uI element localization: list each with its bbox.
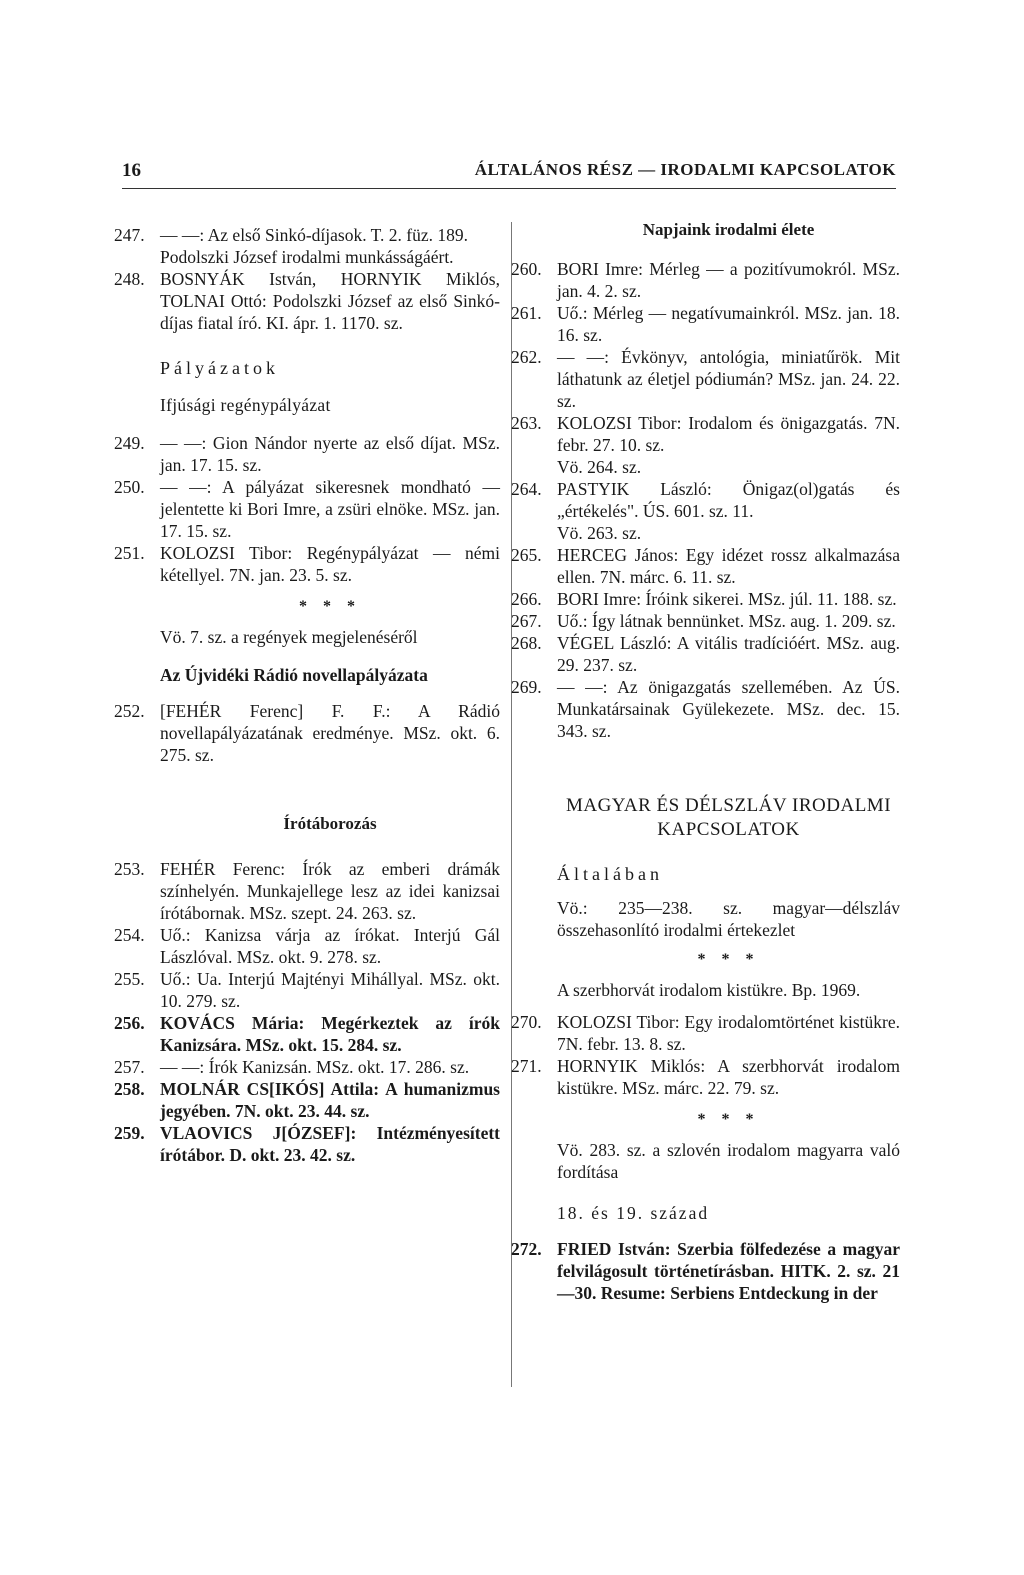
- entry-number: 256.: [114, 1013, 145, 1033]
- entry-text: HERCEG János: Egy idézet rossz alkalmazása ellen. 7N. márc. 6. 11. sz.: [557, 545, 900, 587]
- entry-text: — —: Az önigazgatás szellemében. Az ÚS. Munkatársainak Gyülekezete. MSz. dec. 15. 343. sz.: [557, 677, 900, 741]
- entry-number: 255.: [114, 969, 145, 989]
- section-heading-palyazatok: Pályázatok: [160, 358, 279, 378]
- entry-254: [114, 924, 500, 968]
- entry-253: [114, 858, 500, 924]
- entry-number: 266.: [511, 589, 542, 609]
- entry-cross-reference: Vö. 264. sz.: [557, 457, 642, 477]
- entry-number: 260.: [511, 259, 542, 279]
- entry-text: PASTYIK László: Önigaz(ol)gatás és „értékelés". ÚS. 601. sz. 11.: [557, 479, 900, 521]
- cross-reference: Vö. 283. sz. a szlovén irodalom magyarra való fordítása: [557, 1140, 900, 1182]
- entry-261: [511, 302, 900, 346]
- section-heading-napjaink: Napjaink irodalmi élete: [642, 220, 815, 239]
- entry-259: [114, 1122, 500, 1166]
- entry-text: KOLOZSI Tibor: Regénypályázat — némi kétellyel. 7N. jan. 23. 5. sz.: [160, 543, 500, 585]
- entry-text: Uő.: Mérleg — negatívumainkról. MSz. jan. 18. 16. sz.: [557, 303, 900, 345]
- entry-text: Uő.: Kanizsa várja az írókat. Interjú Gál Lászlóval. MSz. okt. 9. 278. sz.: [160, 925, 500, 967]
- entry-number: 247.: [114, 225, 145, 245]
- entry-257: [114, 1056, 500, 1078]
- entry-text: MOLNÁR CS[IKÓS] Attila: A humanizmus jegyében. 7N. okt. 23. 44. sz.: [160, 1079, 500, 1121]
- entry-note: Podolszki József irodalmi munkásságáért.: [160, 247, 454, 267]
- entry-number: 253.: [114, 859, 145, 879]
- header-rule: [122, 188, 896, 189]
- entry-266: [511, 588, 900, 610]
- entry-text: HORNYIK Miklós: A szerbhorvát irodalom kistükre. MSz. márc. 22. 79. sz.: [557, 1056, 900, 1098]
- entry-number: 265.: [511, 545, 542, 565]
- entry-text: — —: Gion Nándor nyerte az első díjat. MSz. jan. 17. 15. sz.: [160, 433, 500, 475]
- entry-number: 251.: [114, 543, 145, 563]
- entry-number: 271.: [511, 1056, 542, 1076]
- entry-text: BORI Imre: Mérleg — a pozitívumokról. MSz. jan. 4. 2. sz.: [557, 259, 900, 301]
- entry-251: [114, 542, 500, 586]
- entry-number: 268.: [511, 633, 542, 653]
- entry-number: 267.: [511, 611, 542, 631]
- subheading-szazad: 18. és 19. század: [557, 1203, 710, 1223]
- page-number: 16: [122, 160, 141, 181]
- entry-text: — —: Évkönyv, antológia, miniatűrök. Mit láthatunk az életjel pódiumán? MSz. jan. 24. 22. sz.: [557, 347, 900, 411]
- entry-text: — —: A pályázat sikeresnek mondható — jelentette ki Bori Imre, a zsüri elnöke. MSz. jan. 17. 15. sz.: [160, 477, 500, 541]
- entry-number: 254.: [114, 925, 145, 945]
- subheading-szerbhorvat: A szerbhorvát irodalom kistükre. Bp. 1969.: [557, 980, 861, 1000]
- entry-text: KOLOZSI Tibor: Irodalom és önigazgatás. 7N. febr. 27. 10. sz.: [557, 413, 900, 455]
- cross-reference: Vö.: 235—238. sz. magyar—délszláv összehasonlító irodalmi értekezlet: [557, 898, 900, 940]
- entry-258: [114, 1078, 500, 1122]
- subheading-ujvideki: Az Újvidéki Rádió novellapályázata: [160, 665, 428, 685]
- entry-text: — —: Az első Sinkó-díjasok. T. 2. füz. 189.: [160, 225, 469, 245]
- entry-number: 261.: [511, 303, 542, 323]
- column-divider: [511, 222, 512, 1387]
- entry-number: 272.: [511, 1239, 542, 1259]
- entry-247: [114, 224, 500, 246]
- entry-cross-reference: Vö. 263. sz.: [557, 523, 642, 543]
- entry-269: [511, 676, 900, 742]
- section-heading-irotaborozas: Írótáborozás: [283, 814, 377, 833]
- entry-252: [114, 700, 500, 766]
- entry-265: [511, 544, 900, 588]
- entry-text: FEHÉR Ferenc: Írók az emberi drámák színhelyén. Munkajellege lesz az idei kanizsai írótábornak. MSz. szept. 24. 263. sz.: [160, 859, 500, 923]
- left-column: [114, 220, 500, 1166]
- entry-number: 252.: [114, 701, 145, 721]
- entry-270: [511, 1011, 900, 1055]
- entry-number: 257.: [114, 1057, 145, 1077]
- entry-267: [511, 610, 900, 632]
- entry-text: VLAOVICS J[ÓZSEF]: Intézményesített írótábor. D. okt. 23. 42. sz.: [160, 1123, 500, 1165]
- entry-272: [511, 1238, 900, 1304]
- entry-249: [114, 432, 500, 476]
- entry-271: [511, 1055, 900, 1099]
- entry-number: 270.: [511, 1012, 542, 1032]
- entry-text: KOLOZSI Tibor: Egy irodalomtörténet kistükre. 7N. febr. 13. 8. sz.: [557, 1012, 900, 1054]
- entry-number: 258.: [114, 1079, 145, 1099]
- entry-number: 259.: [114, 1123, 145, 1143]
- cross-reference: Vö. 7. sz. a regények megjelenéséről: [160, 627, 418, 647]
- entry-text: KOVÁCS Mária: Megérkeztek az írók Kanizsára. MSz. okt. 15. 284. sz.: [160, 1013, 500, 1055]
- entry-text: — —: Írók Kanizsán. MSz. okt. 17. 286. sz.: [160, 1057, 470, 1077]
- entry-text: Uő.: Így látnak bennünket. MSz. aug. 1. 209. sz.: [557, 611, 896, 631]
- entry-256: [114, 1012, 500, 1056]
- entry-263: [511, 412, 900, 456]
- entry-text: BORI Imre: Íróink sikerei. MSz. júl. 11. 188. sz.: [557, 589, 897, 609]
- entry-text: FRIED István: Szerbia fölfedezése a magyar felvilágosult történetírásban. HITK. 2. sz. 21—30. Resume: Serbiens Entdeckung in der: [557, 1239, 900, 1303]
- section-stars: * * *: [697, 951, 760, 968]
- entry-number: 262.: [511, 347, 542, 367]
- entry-number: 269.: [511, 677, 542, 697]
- entry-250: [114, 476, 500, 542]
- entry-number: 248.: [114, 269, 145, 289]
- entry-248: [114, 268, 500, 334]
- entry-number: 263.: [511, 413, 542, 433]
- entry-268: [511, 632, 900, 676]
- entry-255: [114, 968, 500, 1012]
- section-heading-magyar-delszlav: MAGYAR ÉS DÉLSZLÁV IRODALMI KAPCSOLATOK: [565, 795, 892, 840]
- entry-text: VÉGEL László: A vitális tradícióért. MSz. aug. 29. 237. sz.: [557, 633, 900, 675]
- subheading-ifjusagi: Ifjúsági regénypályázat: [160, 395, 331, 415]
- section-heading-altalaban: Általában: [557, 864, 663, 884]
- entry-number: 264.: [511, 479, 542, 499]
- right-column: [511, 220, 900, 1304]
- section-stars: * * *: [299, 598, 361, 615]
- entry-number: 250.: [114, 477, 145, 497]
- entry-262: [511, 346, 900, 412]
- entry-text: BOSNYÁK István, HORNYIK Miklós, TOLNAI Ottó: Podolszki József az első Sinkó-díjas fiatal író. KI. ápr. 1. 1170. sz.: [160, 269, 500, 333]
- entry-text: Uő.: Ua. Interjú Majtényi Mihállyal. MSz. okt. 10. 279. sz.: [160, 969, 500, 1011]
- entry-260: [511, 258, 900, 302]
- entry-text: [FEHÉR Ferenc] F. F.: A Rádió novellapályázatának eredménye. MSz. okt. 6. 275. sz.: [160, 701, 500, 765]
- section-stars: * * *: [697, 1111, 760, 1128]
- running-title: ÁLTALÁNOS RÉSZ — IRODALMI KAPCSOLATOK: [474, 160, 896, 179]
- entry-number: 249.: [114, 433, 145, 453]
- entry-264: [511, 478, 900, 522]
